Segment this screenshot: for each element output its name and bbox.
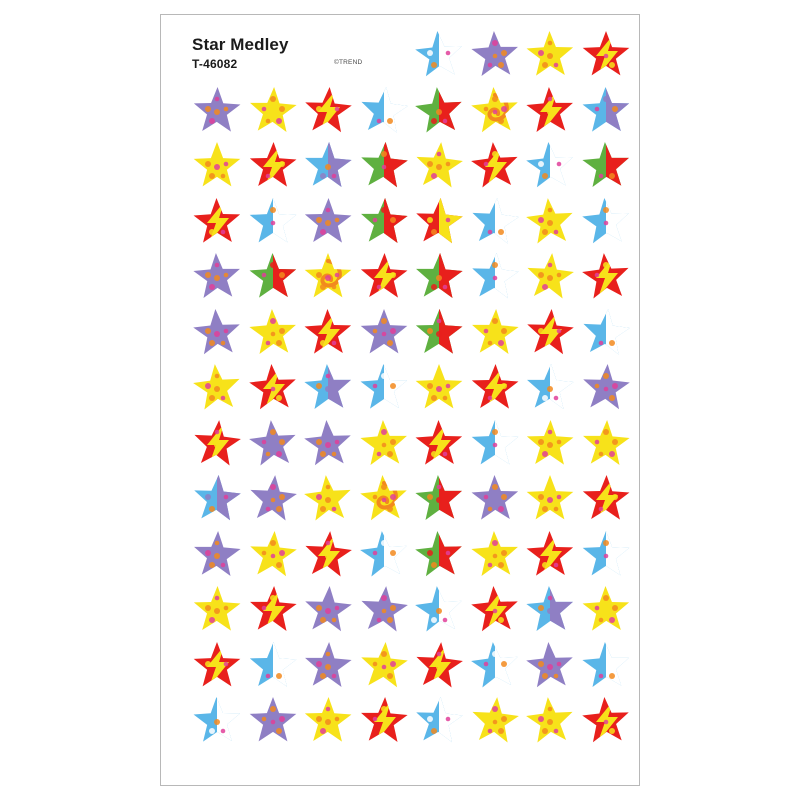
star-sticker	[469, 473, 521, 525]
star-sticker	[580, 418, 632, 470]
star-sticker	[524, 695, 576, 747]
star-sticker	[580, 251, 632, 303]
star-sticker	[469, 29, 521, 81]
star-sticker	[302, 307, 354, 359]
star-sticker	[358, 529, 410, 581]
star-sticker	[469, 584, 521, 636]
star-sticker	[358, 640, 410, 692]
star-sticker	[469, 695, 521, 747]
star-sticker	[469, 85, 521, 137]
star-sticker	[247, 196, 299, 248]
star-sticker	[524, 29, 576, 81]
star-sticker	[247, 529, 299, 581]
star-sticker	[358, 140, 410, 192]
star-sticker	[413, 196, 465, 248]
star-sticker	[358, 584, 410, 636]
star-sticker	[413, 251, 465, 303]
star-sticker	[469, 196, 521, 248]
star-sticker	[191, 584, 243, 636]
star-sticker	[413, 140, 465, 192]
star-sticker	[358, 695, 410, 747]
star-sticker	[580, 584, 632, 636]
star-sticker	[191, 140, 243, 192]
star-sticker	[247, 251, 299, 303]
star-sticker	[469, 251, 521, 303]
star-sticker	[524, 307, 576, 359]
star-sticker	[302, 196, 354, 248]
sticker-sheet	[160, 14, 640, 786]
star-sticker	[413, 584, 465, 636]
star-sticker	[358, 85, 410, 137]
star-sticker	[358, 362, 410, 414]
star-sticker	[302, 529, 354, 581]
star-sticker	[247, 362, 299, 414]
star-sticker	[247, 140, 299, 192]
star-sticker	[469, 529, 521, 581]
star-sticker	[358, 196, 410, 248]
star-sticker	[247, 418, 299, 470]
star-sticker	[413, 307, 465, 359]
star-sticker	[191, 418, 243, 470]
star-sticker	[580, 473, 632, 525]
star-sticker	[358, 473, 410, 525]
star-sticker	[524, 362, 576, 414]
star-sticker	[469, 140, 521, 192]
star-sticker	[413, 418, 465, 470]
star-sticker	[302, 85, 354, 137]
star-sticker	[358, 307, 410, 359]
star-sticker	[524, 473, 576, 525]
star-sticker	[580, 140, 632, 192]
star-sticker	[413, 85, 465, 137]
star-sticker	[191, 307, 243, 359]
star-sticker	[191, 529, 243, 581]
star-sticker	[358, 418, 410, 470]
star-sticker	[247, 85, 299, 137]
star-sticker	[191, 85, 243, 137]
star-sticker	[580, 196, 632, 248]
star-sticker	[302, 362, 354, 414]
star-sticker	[358, 251, 410, 303]
star-sticker	[191, 362, 243, 414]
star-sticker	[469, 418, 521, 470]
star-sticker	[302, 695, 354, 747]
star-sticker	[413, 695, 465, 747]
star-sticker	[247, 695, 299, 747]
page-title: Star Medley	[192, 35, 289, 54]
star-sticker	[247, 584, 299, 636]
sticker-grid	[161, 15, 640, 786]
star-sticker	[191, 640, 243, 692]
star-sticker	[469, 640, 521, 692]
star-sticker	[469, 362, 521, 414]
star-sticker	[580, 29, 632, 81]
star-sticker	[580, 362, 632, 414]
star-sticker	[413, 529, 465, 581]
star-sticker	[247, 640, 299, 692]
star-sticker	[413, 362, 465, 414]
star-sticker	[524, 584, 576, 636]
star-sticker	[524, 196, 576, 248]
star-sticker	[524, 140, 576, 192]
star-sticker	[302, 251, 354, 303]
star-sticker	[413, 29, 465, 81]
star-sticker	[524, 418, 576, 470]
star-sticker	[302, 473, 354, 525]
sku-label: T-46082	[192, 57, 238, 71]
star-sticker	[191, 251, 243, 303]
star-sticker	[524, 251, 576, 303]
star-sticker	[524, 640, 576, 692]
star-sticker	[580, 85, 632, 137]
star-sticker	[580, 529, 632, 581]
star-sticker	[413, 473, 465, 525]
star-sticker	[191, 196, 243, 248]
star-sticker	[524, 529, 576, 581]
star-sticker	[302, 418, 354, 470]
star-sticker	[580, 695, 632, 747]
star-sticker	[580, 640, 632, 692]
star-sticker	[302, 584, 354, 636]
star-sticker	[191, 473, 243, 525]
star-sticker	[580, 307, 632, 359]
star-sticker	[413, 640, 465, 692]
star-sticker	[302, 640, 354, 692]
star-sticker	[247, 307, 299, 359]
star-sticker	[191, 695, 243, 747]
star-sticker	[247, 473, 299, 525]
star-sticker	[524, 85, 576, 137]
star-sticker	[469, 307, 521, 359]
star-sticker	[302, 140, 354, 192]
brand-mark: ©TREND	[334, 59, 363, 66]
